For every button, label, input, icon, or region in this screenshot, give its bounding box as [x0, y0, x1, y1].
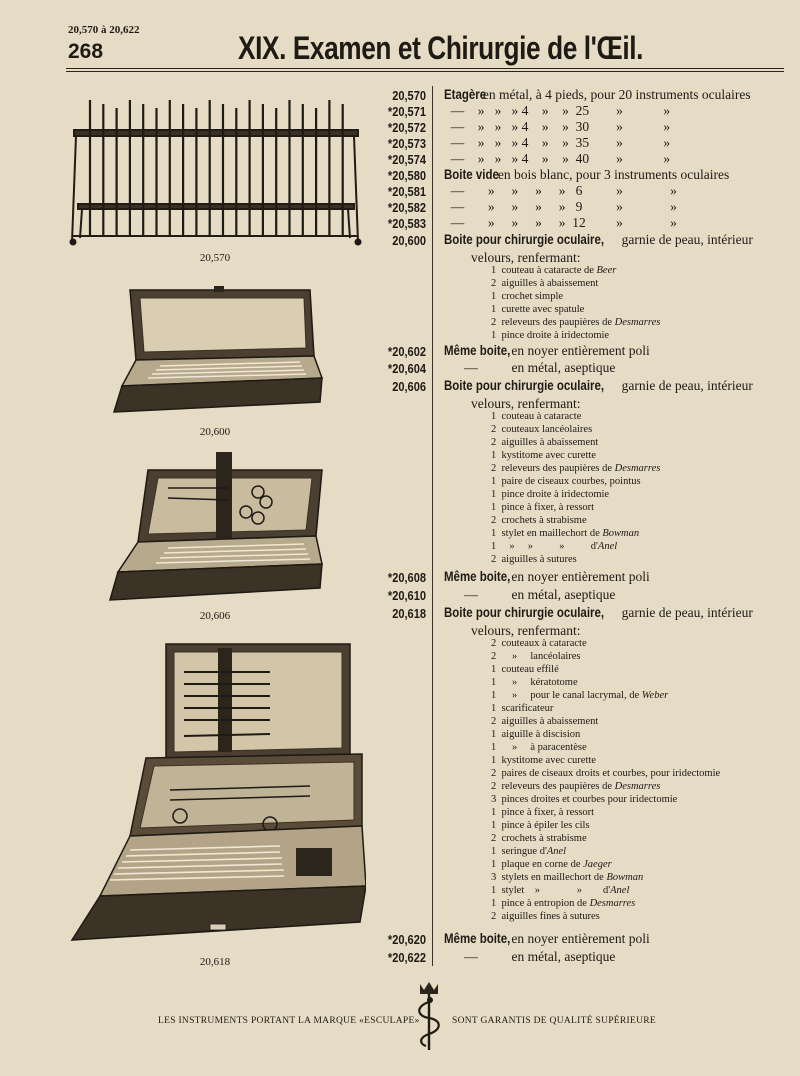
contents-list-item: 1 pince à fixer, à ressort	[491, 502, 595, 513]
caduceus-trademark-icon	[412, 980, 446, 1052]
entry-description: — » » » 4 » » 40 » »	[444, 151, 671, 166]
contents-list-item: 1 kystitome avec curette	[491, 450, 596, 461]
catalogue-number: *20,573	[387, 136, 426, 151]
contents-list-item: 1 scarificateur	[491, 703, 554, 714]
contents-list-item: 2 aiguilles à abaissement	[491, 437, 599, 448]
contents-list-item: 1 seringue d'Anel	[491, 846, 567, 857]
catalogue-number: *20,572	[387, 120, 426, 135]
contents-list-item: 1 pince à épiler les cils	[491, 820, 590, 831]
entry-description: Même boite, en noyer entièrement poli	[444, 931, 650, 946]
figure-caption: 20,600	[199, 426, 231, 438]
entry-description: — » » » 4 » » 25 » »	[444, 103, 671, 118]
contents-list-item: 1 pince droite à iridectomie	[491, 330, 610, 341]
contents-list-item: 2 couteaux à cataracte	[491, 638, 587, 649]
contents-list-item: 3 stylets en maillechort de Bowman	[491, 872, 644, 883]
catalogue-number: *20,583	[387, 216, 426, 231]
figure-caption: 20,570	[199, 252, 231, 264]
contents-list-item: 1 » à paracentèse	[491, 742, 587, 753]
entry-continuation: velours, renfermant:	[471, 250, 581, 265]
contents-list-item: 1 kystitome avec curette	[491, 755, 596, 766]
catalogue-number: *20,608	[387, 570, 426, 585]
entry-description: — en métal, aseptique	[444, 949, 616, 964]
contents-list-item: 2 releveurs des paupières de Desmarres	[491, 781, 661, 792]
contents-list-item: 1 paire de ciseaux courbes, pointus	[491, 476, 641, 487]
contents-list-item: 2 couteaux lancéolaires	[491, 424, 593, 435]
page-number: 268	[68, 40, 104, 63]
contents-list-item: 1 crochet simple	[491, 291, 564, 302]
catalogue-number: *20,602	[387, 344, 426, 359]
page-title: XIX. Examen et Chirurgie de l'Œil.	[238, 30, 643, 66]
contents-list-item: 1 » kératotome	[491, 677, 578, 688]
contents-list-item: 1 » pour le canal lacrymal, de Weber	[491, 690, 669, 701]
contents-list-item: 1 couteau effilé	[491, 664, 559, 675]
entry-description: — en métal, aseptique	[444, 587, 616, 602]
contents-list-item: 1 aiguille à discision	[491, 729, 581, 740]
surgical-case-illustration	[70, 640, 366, 952]
contents-list-item: 1 pince à entropion de Desmarres	[491, 898, 636, 909]
contents-list-item: 1 pince droite à iridectomie	[491, 489, 610, 500]
catalogue-number: 20,606	[392, 379, 426, 394]
contents-list-item: 2 » lancéolaires	[491, 651, 581, 662]
entry-description: Etagère en métal, à 4 pieds, pour 20 instruments oculaires	[444, 87, 751, 102]
contents-list-item: 2 crochets à strabisme	[491, 833, 587, 844]
catalogue-number: *20,610	[387, 588, 426, 603]
catalogue-number: *20,571	[387, 104, 426, 119]
catalogue-number: 20,600	[392, 233, 426, 248]
entry-description: Boite pour chirurgie oculaire, garnie de peau, intérieur	[444, 378, 753, 393]
entry-description: — » » » » 6 » »	[444, 183, 677, 198]
entry-description: — » » » » 9 » »	[444, 199, 677, 214]
entry-continuation: velours, renfermant:	[471, 623, 581, 638]
catalogue-number: *20,604	[387, 361, 426, 376]
contents-list-item: 1 » » » d'Anel	[491, 541, 618, 552]
contents-list-item: 2 crochets à strabisme	[491, 515, 587, 526]
footer-right-text: SONT GARANTIS DE QUALITÉ SUPÉRIEURE	[452, 1016, 657, 1026]
contents-list-item: 1 pince à fixer, à ressort	[491, 807, 595, 818]
entry-description: — en métal, aseptique	[444, 360, 616, 375]
entry-continuation: velours, renfermant:	[471, 396, 581, 411]
catalogue-number: 20,570	[392, 88, 426, 103]
entry-description: Boite vide en bois blanc, pour 3 instruments oculaires	[444, 167, 730, 182]
contents-list-item: 2 releveurs des paupières de Desmarres	[491, 317, 661, 328]
page-range: 20,570 à 20,622	[68, 24, 140, 36]
entry-description: — » » » » 12 » »	[444, 215, 677, 230]
header-rule	[66, 68, 784, 69]
entry-description: — » » » 4 » » 35 » »	[444, 135, 671, 150]
entry-description: — » » » 4 » » 30 » »	[444, 119, 671, 134]
contents-list-item: 1 stylet en maillechort de Bowman	[491, 528, 640, 539]
contents-list-item: 2 aiguilles à sutures	[491, 554, 577, 565]
entry-description: Boite pour chirurgie oculaire, garnie de peau, intérieur	[444, 232, 753, 247]
catalogue-number: 20,618	[392, 606, 426, 621]
contents-list-item: 1 curette avec spatule	[491, 304, 585, 315]
figure-caption: 20,618	[199, 956, 231, 968]
contents-list-item: 1 stylet » » d'Anel	[491, 885, 630, 896]
figure-caption: 20,606	[199, 610, 231, 622]
catalogue-number: *20,574	[387, 152, 426, 167]
contents-list-item: 2 paires de ciseaux droits et courbes, pour iridectomie	[491, 768, 721, 779]
contents-list-item: 1 plaque en corne de Jaeger	[491, 859, 612, 870]
catalogue-number: *20,622	[387, 950, 426, 965]
catalogue-number: *20,582	[387, 200, 426, 215]
entry-description: Même boite, en noyer entièrement poli	[444, 343, 650, 358]
contents-list-item: 2 releveurs des paupières de Desmarres	[491, 463, 661, 474]
contents-list-item: 2 aiguilles à abaissement	[491, 716, 599, 727]
contents-list-item: 2 aiguilles fines à sutures	[491, 911, 600, 922]
entry-description: Boite pour chirurgie oculaire, garnie de peau, intérieur	[444, 605, 753, 620]
footer-left-text: LES INSTRUMENTS PORTANT LA MARQUE «ESCULAPE»	[158, 1016, 420, 1026]
catalogue-number: *20,580	[387, 168, 426, 183]
contents-list-item: 1 couteau à cataracte	[491, 411, 582, 422]
header-rule	[66, 71, 784, 72]
contents-list-item: 1 couteau à cataracte de Beer	[491, 265, 617, 276]
catalogue-number: *20,620	[387, 932, 426, 947]
column-divider	[432, 86, 433, 966]
entry-description: Même boite, en noyer entièrement poli	[444, 569, 650, 584]
contents-list-item: 3 pinces droites et courbes pour iridectomie	[491, 794, 678, 805]
catalogue-number: *20,581	[387, 184, 426, 199]
contents-list-item: 2 aiguilles à abaissement	[491, 278, 599, 289]
